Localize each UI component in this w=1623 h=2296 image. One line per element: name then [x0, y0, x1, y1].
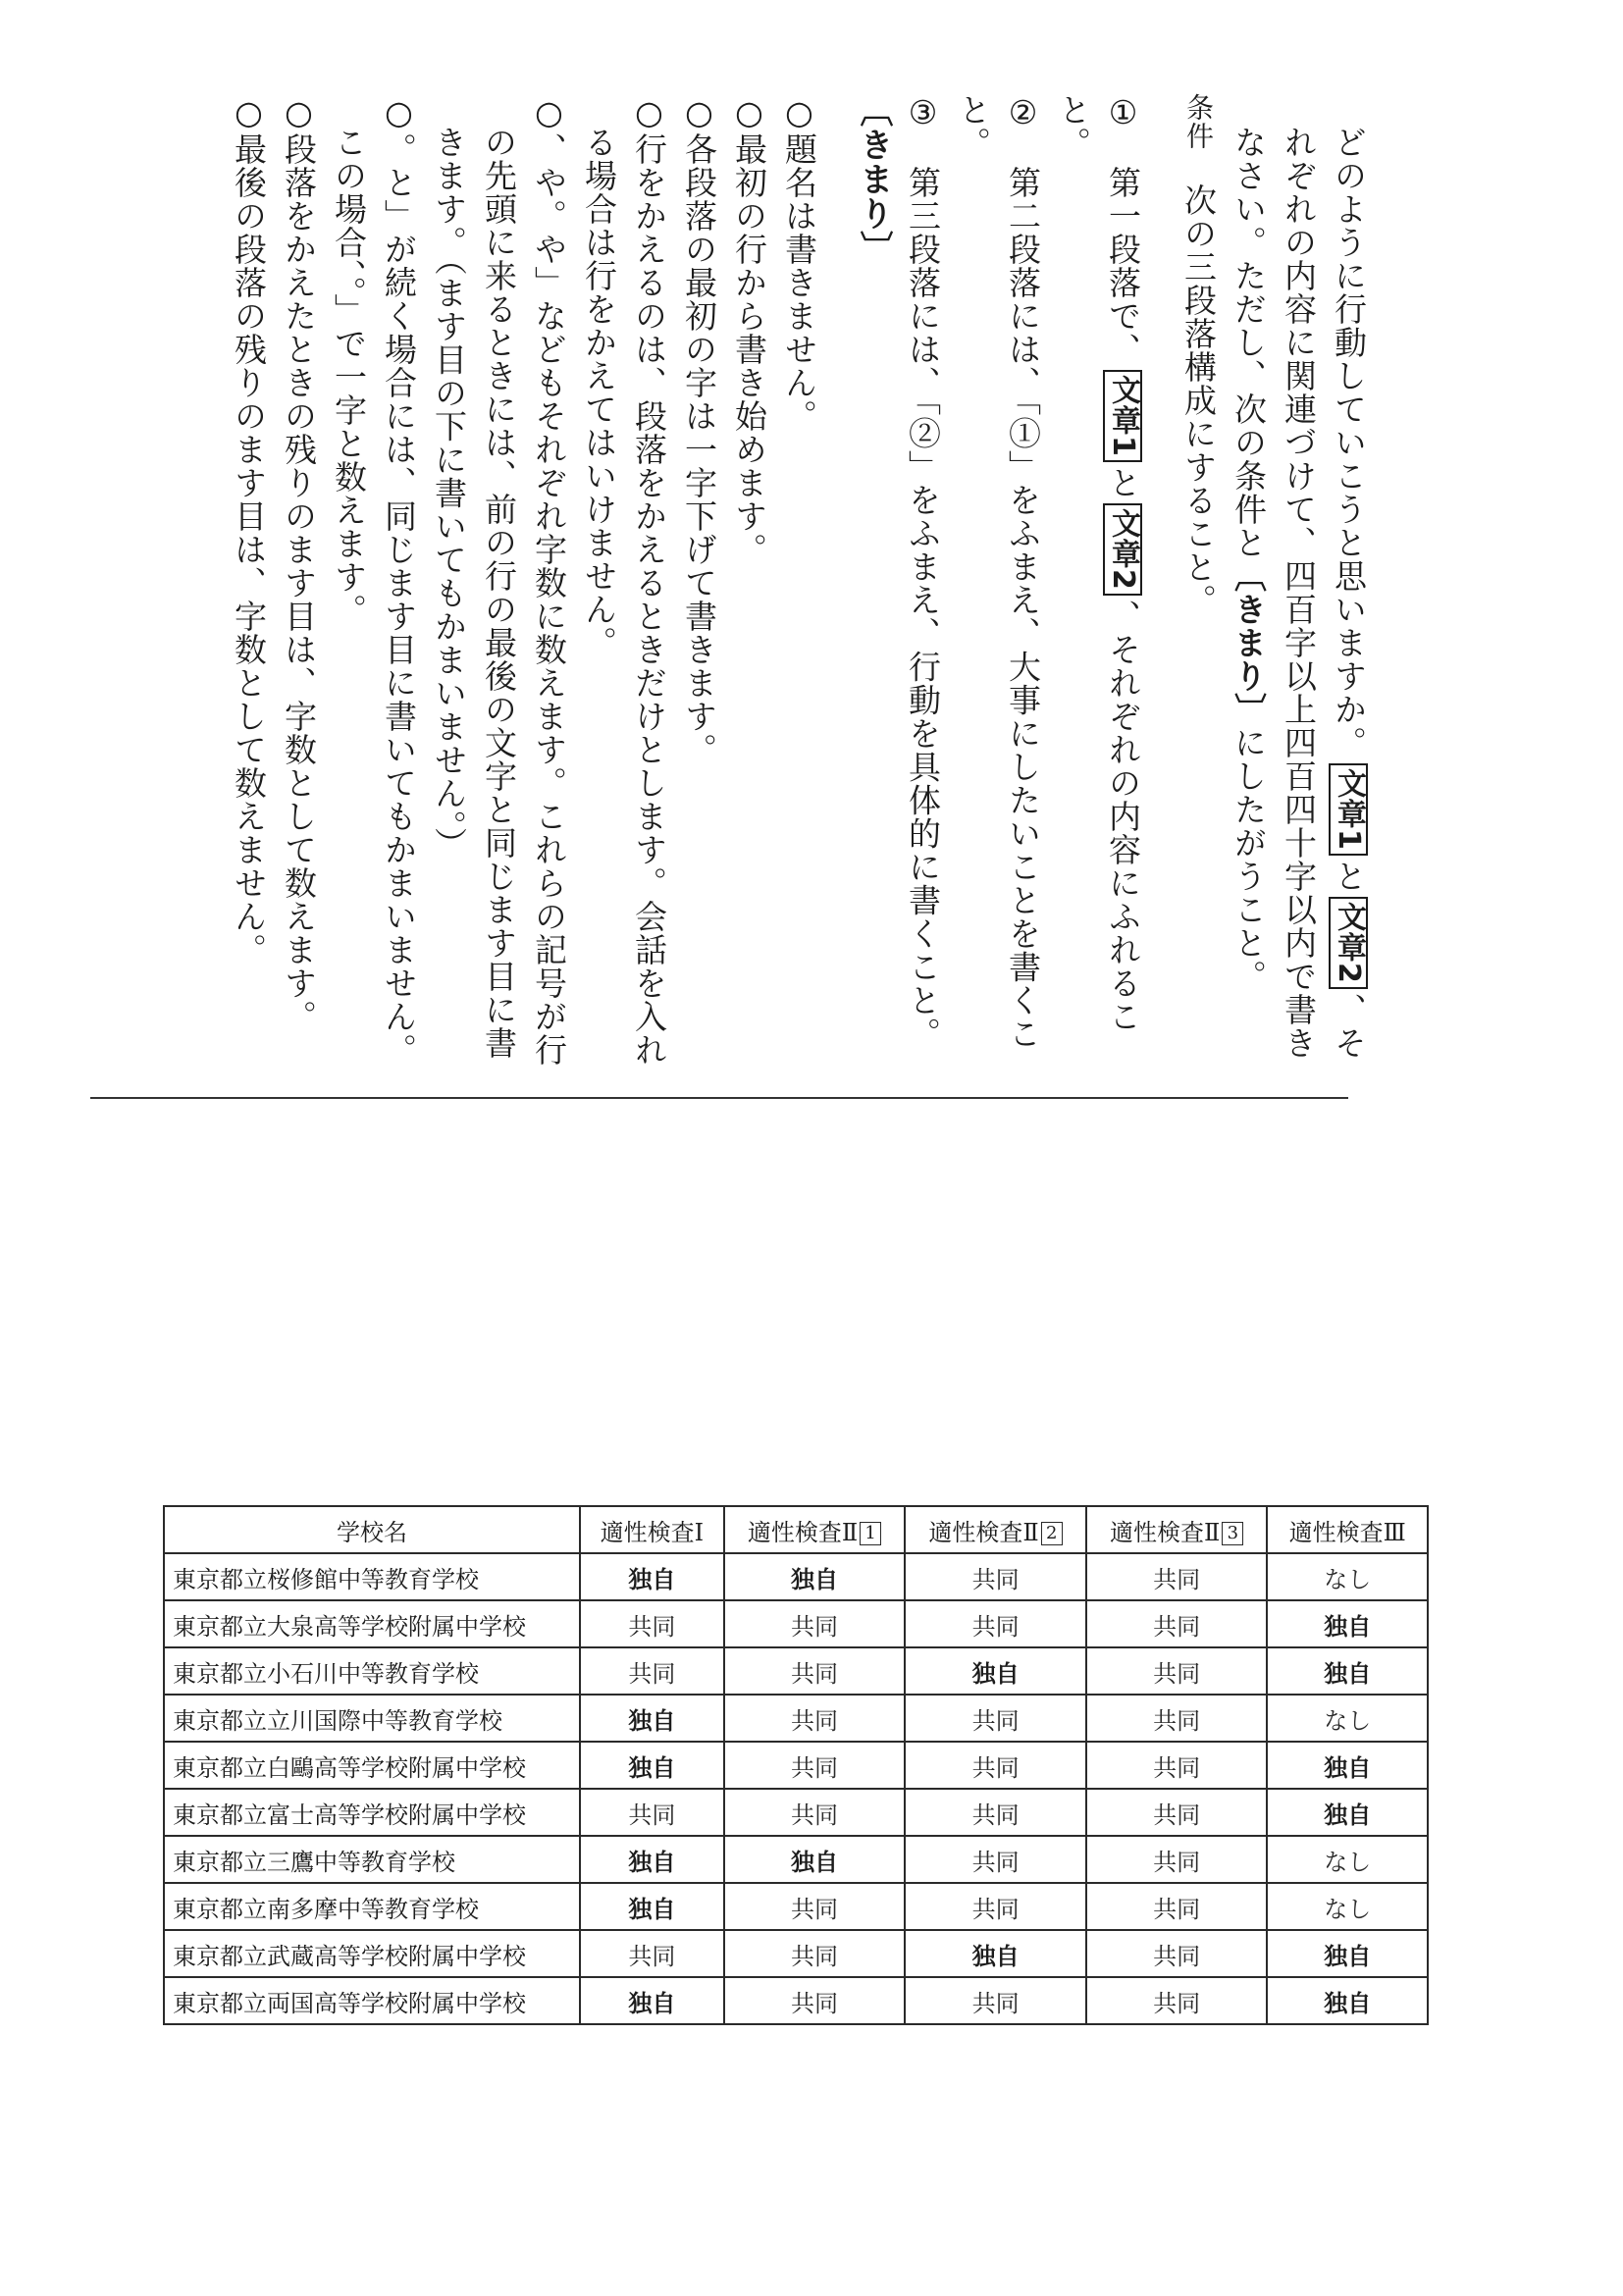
condition-1-to: と [1104, 465, 1142, 499]
header-test-2-1-label: 適性検査Ⅱ [747, 1518, 859, 1546]
rule-item: ○。と」が続く場合には、同じます目に書いてもかまいません。この場合、。」で一字と数えます。 [330, 93, 418, 1067]
exam-type-cell: 共同 [724, 1647, 906, 1695]
exam-type-cell: 共同 [1086, 1695, 1268, 1742]
school-name-cell: 東京都立白鷗高等学校附属中学校 [164, 1742, 580, 1789]
header-test-2-3-number: 3 [1222, 1522, 1243, 1545]
exam-type-cell: なし [1267, 1553, 1428, 1600]
condition-1-bunsho1-box: 文章1 [1103, 370, 1142, 462]
exam-question-section [230, 93, 1374, 1074]
school-name-cell: 東京都立富士高等学校附属中学校 [164, 1789, 580, 1836]
intro-text-b: 、それぞれの内容に関連づけて、四百字以上四百四十字以内で書きなさい。ただし、次の条件と [1230, 126, 1368, 1060]
intro-text-c: にしたがうこと。 [1230, 726, 1268, 993]
condition-heading [1174, 93, 1224, 1074]
condition-2-number: ② [1004, 93, 1042, 132]
exam-type-cell: 共同 [724, 1695, 906, 1742]
exam-type-cell: 独自 [580, 1977, 724, 2024]
exam-type-cell: 共同 [905, 1742, 1086, 1789]
table-row [164, 1977, 1428, 2024]
exam-type-cell: 共同 [1086, 1836, 1268, 1883]
exam-type-cell: 共同 [724, 1883, 906, 1930]
table-row [164, 1553, 1428, 1600]
rule-item: ○段落をかえたときの残りのます目は、字数として数えます。 [280, 93, 318, 1033]
exam-type-cell: 独自 [580, 1553, 724, 1600]
exam-type-cell: なし [1267, 1836, 1428, 1883]
table-row [164, 1742, 1428, 1789]
school-name-cell: 東京都立立川国際中等教育学校 [164, 1695, 580, 1742]
exam-type-cell: 共同 [1086, 1600, 1268, 1647]
table-header-row [164, 1506, 1428, 1553]
exam-type-cell: 共同 [724, 1789, 906, 1836]
table-row [164, 1600, 1428, 1647]
header-test-2-2 [905, 1506, 1086, 1553]
exam-type-cell: 独自 [1267, 1977, 1428, 2024]
school-name-cell: 東京都立南多摩中等教育学校 [164, 1883, 580, 1930]
header-test-2-2-label: 適性検査Ⅱ [928, 1518, 1039, 1546]
school-name-cell: 東京都立武蔵高等学校附属中学校 [164, 1930, 580, 1977]
school-name-cell: 東京都立小石川中等教育学校 [164, 1647, 580, 1695]
bunsho2-box: 文章2 [1329, 897, 1368, 989]
intro-to: と [1330, 859, 1368, 893]
header-test-2-1 [724, 1506, 906, 1553]
exam-type-cell: 共同 [905, 1977, 1086, 2024]
school-name-cell: 東京都立両国高等学校附属中学校 [164, 1977, 580, 2024]
table-row [164, 1789, 1428, 1836]
rule-item: ○、や。や」などもそれぞれ字数に数えます。これらの記号が行の先頭に来るときには、前の行の最後の文字と同じます目に書きます。（ます目の下に書いてもかまいません。） [430, 93, 568, 1067]
header-test-2-3 [1086, 1506, 1268, 1553]
exam-type-cell: 共同 [724, 1742, 906, 1789]
exam-type-cell: 独自 [724, 1836, 906, 1883]
exam-type-cell: 共同 [905, 1695, 1086, 1742]
condition-2-text: 第二段落には、「①」をふまえ、大事にしたいことを書くこと。 [954, 93, 1042, 1051]
exam-type-cell: 共同 [580, 1647, 724, 1695]
exam-type-cell: 独自 [580, 1836, 724, 1883]
exam-type-cell: 共同 [580, 1600, 724, 1647]
header-test-2-3-label: 適性検査Ⅱ [1110, 1518, 1221, 1546]
exam-type-cell: 共同 [905, 1600, 1086, 1647]
header-test-1: 適性検査Ⅰ [580, 1506, 724, 1553]
exam-type-cell: 独自 [580, 1695, 724, 1742]
header-school: 学校名 [164, 1506, 580, 1553]
intro-text-a: どのように行動していこうと思いますか。 [1330, 126, 1368, 759]
exam-type-cell: 共同 [905, 1553, 1086, 1600]
bunsho1-box: 文章1 [1329, 763, 1368, 856]
condition-1-text-b: 、それぞれの内容にふれること。 [1054, 93, 1142, 1033]
rule-item: ○行をかえるのは、段落をかえるときだけとします。会話を入れる場合は行をかえてはいけません。 [580, 93, 668, 1067]
table-row [164, 1930, 1428, 1977]
exam-type-cell: 共同 [1086, 1742, 1268, 1789]
condition-1-number: ① [1104, 93, 1142, 132]
condition-2 [948, 93, 1048, 1074]
condition-3 [898, 93, 948, 1074]
exam-type-cell: 独自 [580, 1883, 724, 1930]
exam-type-cell: 共同 [724, 1977, 906, 2024]
exam-type-cell: 独自 [905, 1647, 1086, 1695]
table-row [164, 1836, 1428, 1883]
exam-type-cell: 独自 [1267, 1742, 1428, 1789]
table-row [164, 1695, 1428, 1742]
exam-type-cell: 独自 [580, 1742, 724, 1789]
condition-heading-text: 次の三段落構成にすること。 [1179, 183, 1218, 617]
exam-type-cell: 共同 [1086, 1977, 1268, 2024]
exam-type-cell: 独自 [724, 1553, 906, 1600]
header-test-2-2-number: 2 [1041, 1522, 1063, 1545]
condition-label: 条件 [1182, 93, 1215, 150]
exam-type-cell: 共同 [1086, 1647, 1268, 1695]
rule-item: ○各段落の最初の字は一字下げて書きます。 [680, 93, 718, 766]
exam-type-cell: 共同 [580, 1789, 724, 1836]
header-test-2-1-number: 1 [860, 1522, 881, 1545]
school-name-cell: 東京都立三鷹中等教育学校 [164, 1836, 580, 1883]
school-exam-table-wrap [163, 1505, 1429, 2025]
condition-1 [1048, 93, 1148, 1074]
school-exam-table [163, 1505, 1429, 2025]
exam-type-cell: 共同 [1086, 1553, 1268, 1600]
exam-type-cell: なし [1267, 1883, 1428, 1930]
rule-item: ○最初の行から書き始めます。 [730, 93, 768, 566]
table-row [164, 1883, 1428, 1930]
condition-1-text-a: 第一段落で、 [1104, 166, 1142, 366]
exam-type-cell: 共同 [1086, 1883, 1268, 1930]
rule-item: ○最後の段落の残りのます目は、字数として数えません。 [230, 93, 268, 966]
exam-type-cell: 独自 [1267, 1789, 1428, 1836]
kimari-heading: 〔きまり〕 [854, 93, 893, 265]
exam-type-cell: 共同 [905, 1836, 1086, 1883]
exam-type-cell: 独自 [905, 1930, 1086, 1977]
header-test-3: 適性検査Ⅲ [1267, 1506, 1428, 1553]
exam-type-cell: 独自 [1267, 1600, 1428, 1647]
condition-1-bunsho2-box: 文章2 [1103, 503, 1142, 596]
table-body [164, 1553, 1428, 2024]
exam-type-cell: 共同 [1086, 1789, 1268, 1836]
condition-3-text: 第三段落には、「②」をふまえ、行動を具体的に書くこと。 [904, 166, 942, 1051]
exam-type-cell: 共同 [905, 1883, 1086, 1930]
rule-item: ○題名は書きません。 [780, 93, 818, 433]
exam-type-cell: 共同 [1086, 1930, 1268, 1977]
section-divider [90, 1097, 1348, 1099]
vertical-passage [224, 93, 1374, 1074]
school-name-cell: 東京都立大泉高等学校附属中学校 [164, 1600, 580, 1647]
condition-3-number: ③ [904, 93, 942, 132]
school-name-cell: 東京都立桜修館中等教育学校 [164, 1553, 580, 1600]
exam-type-cell: 共同 [580, 1930, 724, 1977]
exam-type-cell: 独自 [1267, 1930, 1428, 1977]
exam-type-cell: なし [1267, 1695, 1428, 1742]
table-row [164, 1647, 1428, 1695]
kimari-inline: 〔きまり〕 [1230, 559, 1268, 726]
exam-type-cell: 独自 [1267, 1647, 1428, 1695]
exam-type-cell: 共同 [905, 1789, 1086, 1836]
exam-type-cell: 共同 [724, 1600, 906, 1647]
exam-type-cell: 共同 [724, 1930, 906, 1977]
question-intro [1224, 93, 1374, 1074]
